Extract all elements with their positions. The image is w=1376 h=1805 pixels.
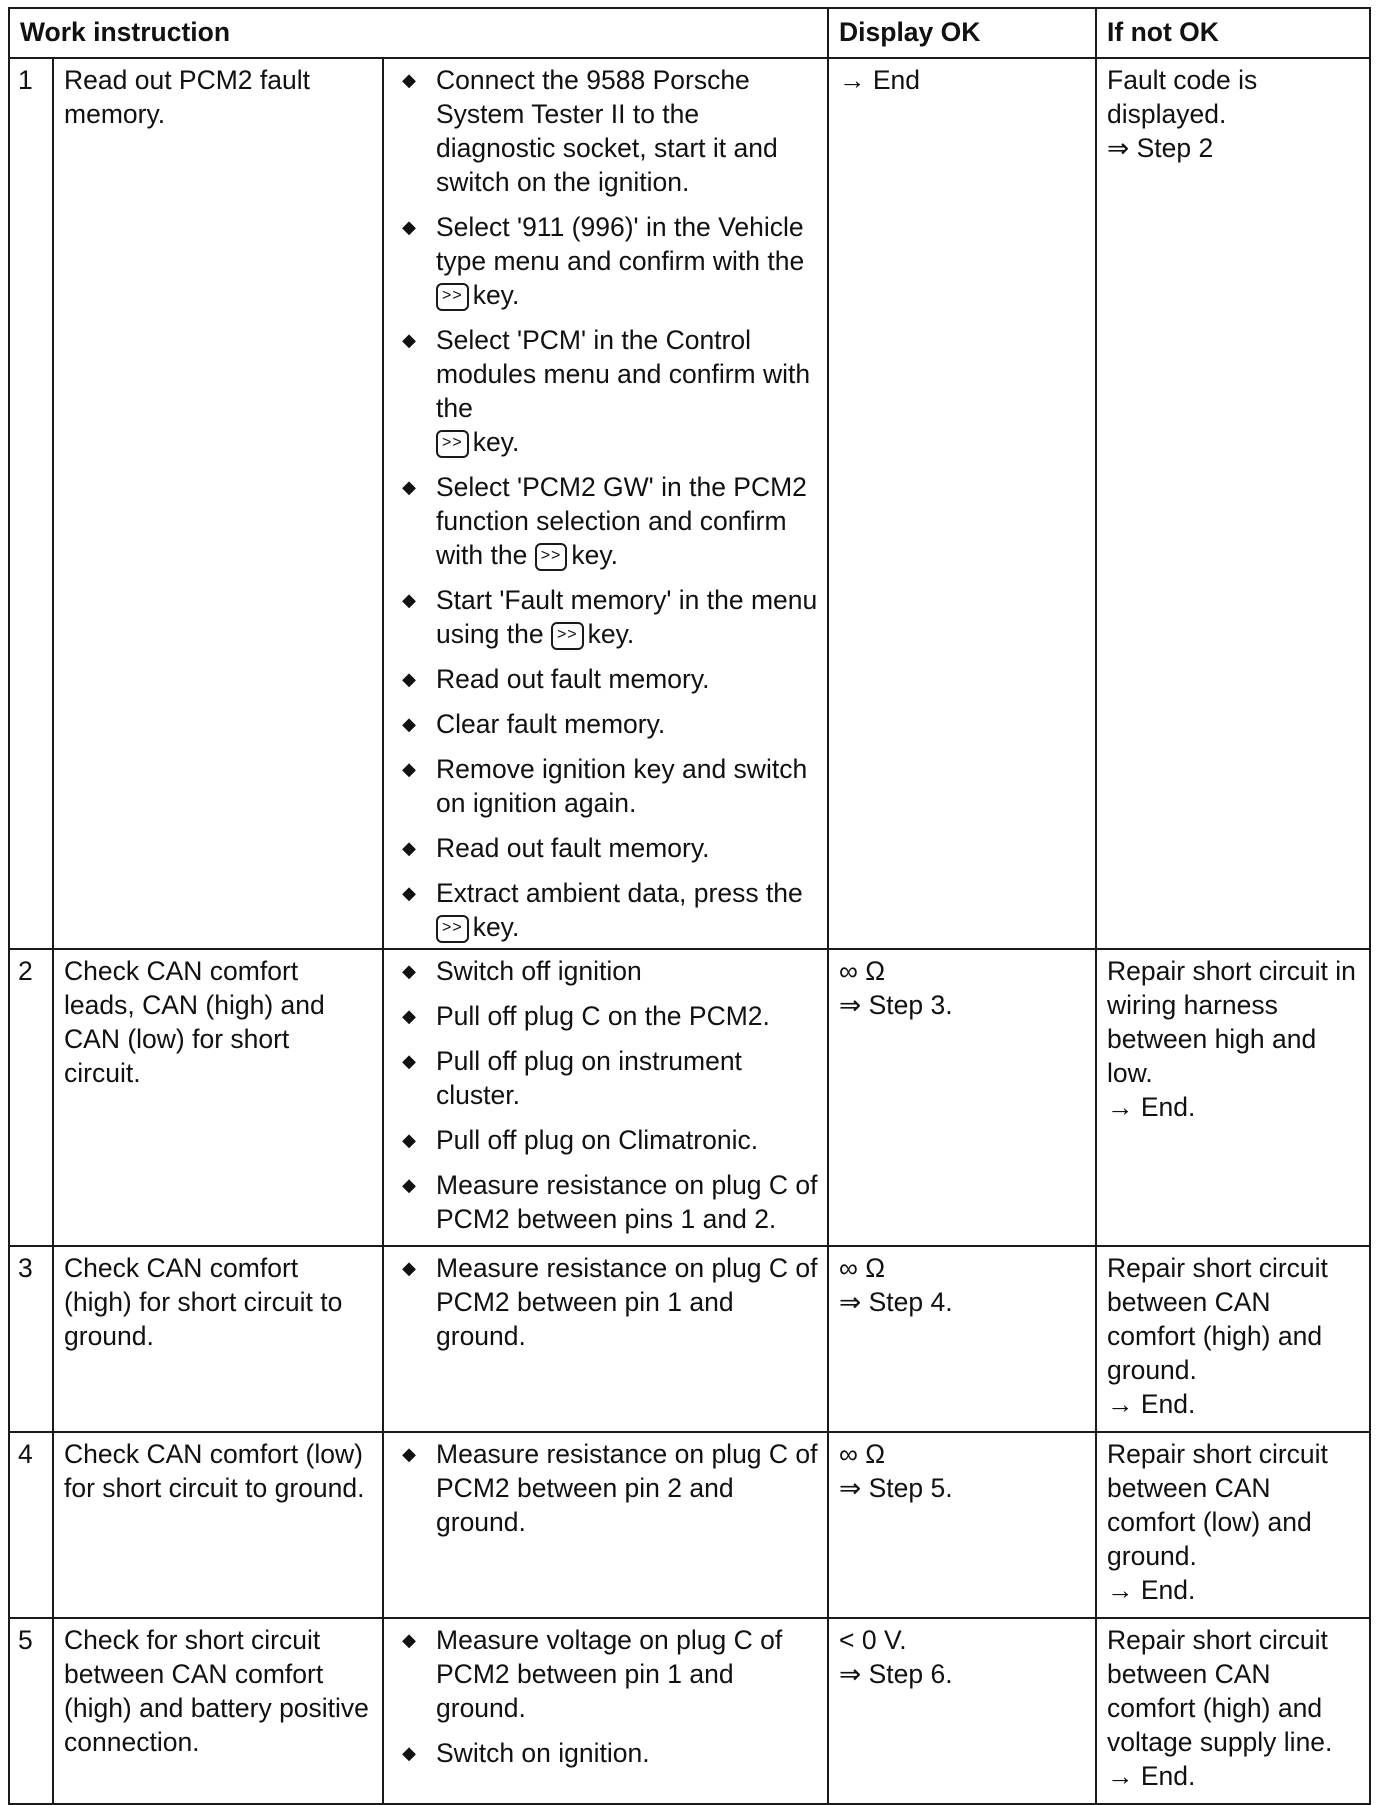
table-row (9, 1618, 1370, 1804)
diamond-bullet-icon: ◆ (402, 759, 416, 779)
display-ok-next: ⇒ Step 5. (839, 1473, 953, 1503)
display-ok-cell (828, 1618, 1096, 1804)
diamond-bullet-icon: ◆ (402, 217, 416, 237)
if-not-ok-text: Fault code is displayed. (1107, 65, 1258, 129)
step-actions (383, 58, 828, 949)
display-ok-cell (828, 58, 1096, 949)
if-not-ok-cell (1096, 1432, 1370, 1618)
action-item: ◆ Measure voltage on plug C of PCM2 between pin 1 and ground. (398, 1623, 819, 1725)
diamond-bullet-icon: ◆ (402, 669, 416, 689)
step-instruction: Check CAN comfort (low) for short circuit to ground. (53, 1432, 383, 1618)
step-instruction: Check CAN comfort leads, CAN (high) and CAN (low) for short circuit. (53, 949, 383, 1246)
diamond-bullet-icon: ◆ (402, 1630, 416, 1650)
step-actions (383, 1246, 828, 1432)
display-ok-cell (828, 1246, 1096, 1432)
diamond-bullet-icon: ◆ (402, 477, 416, 497)
action-item: ◆ Select 'PCM2 GW' in the PCM2 function selection and confirm with the >> key. (398, 470, 819, 572)
action-item: ◆ Clear fault memory. (398, 707, 819, 741)
diamond-bullet-icon: ◆ (402, 70, 416, 90)
display-ok-value: < 0 V. (839, 1625, 907, 1655)
action-item: ◆ Pull off plug on instrument cluster. (398, 1044, 819, 1112)
action-item: ◆ Read out fault memory. (398, 831, 819, 865)
work-instruction-table (8, 7, 1371, 1805)
action-item: ◆ Extract ambient data, press the >> key. (398, 876, 819, 944)
step-actions (383, 949, 828, 1246)
if-not-ok-text: Repair short circuit between CAN comfort (low) and ground. (1107, 1439, 1328, 1571)
step-number: 2 (9, 949, 53, 1246)
display-ok-value: ∞ Ω (839, 1253, 886, 1283)
step-instruction: Read out PCM2 fault memory. (53, 58, 383, 949)
if-not-ok-next: ⇒ Step 2 (1107, 133, 1214, 163)
action-item: ◆ Measure resistance on plug C of PCM2 between pins 1 and 2. (398, 1168, 819, 1236)
step-instruction: Check CAN comfort (high) for short circuit to ground. (53, 1246, 383, 1432)
diamond-bullet-icon: ◆ (402, 330, 416, 350)
diamond-bullet-icon: ◆ (402, 1130, 416, 1150)
action-item: ◆ Select 'PCM' in the Control modules menu and confirm with the >> key. (398, 323, 819, 459)
diamond-bullet-icon: ◆ (402, 838, 416, 858)
action-item: ◆ Connect the 9588 Porsche System Tester II to the diagnostic socket, start it and switch on the ignition. (398, 63, 819, 199)
table-row (9, 1432, 1370, 1618)
display-ok-cell (828, 1432, 1096, 1618)
action-item: ◆ Switch off ignition (398, 954, 819, 988)
next-key-icon: >> (436, 283, 469, 311)
diamond-bullet-icon: ◆ (402, 714, 416, 734)
step-instruction: Check for short circuit between CAN comfort (high) and battery positive connection. (53, 1618, 383, 1804)
if-not-ok-cell (1096, 1618, 1370, 1804)
display-ok-text: → End (839, 65, 921, 95)
action-item: ◆ Measure resistance on plug C of PCM2 between pin 2 and ground. (398, 1437, 819, 1539)
action-item: ◆ Start 'Fault memory' in the menu using the >> key. (398, 583, 819, 651)
action-item: ◆ Pull off plug on Climatronic. (398, 1123, 819, 1157)
table-row (9, 58, 1370, 949)
header-work-instruction: Work instruction (9, 8, 828, 58)
next-key-icon: >> (551, 622, 584, 650)
display-ok-value: ∞ Ω (839, 1439, 886, 1469)
header-if-not-ok: If not OK (1096, 8, 1370, 58)
table-row (9, 949, 1370, 1246)
diamond-bullet-icon: ◆ (402, 1051, 416, 1071)
step-actions (383, 1432, 828, 1618)
diamond-bullet-icon: ◆ (402, 1006, 416, 1026)
display-ok-next: ⇒ Step 3. (839, 990, 953, 1020)
diamond-bullet-icon: ◆ (402, 1743, 416, 1763)
diamond-bullet-icon: ◆ (402, 1258, 416, 1278)
step-actions (383, 1618, 828, 1804)
if-not-ok-next: → End. (1107, 1092, 1196, 1122)
diamond-bullet-icon: ◆ (402, 883, 416, 903)
if-not-ok-cell (1096, 1246, 1370, 1432)
if-not-ok-next: → End. (1107, 1575, 1196, 1605)
step-number: 3 (9, 1246, 53, 1432)
if-not-ok-text: Repair short circuit between CAN comfort (high) and ground. (1107, 1253, 1328, 1385)
if-not-ok-text: Repair short circuit in wiring harness between high and low. (1107, 956, 1356, 1088)
display-ok-next: ⇒ Step 6. (839, 1659, 953, 1689)
if-not-ok-cell (1096, 949, 1370, 1246)
action-item: ◆ Remove ignition key and switch on ignition again. (398, 752, 819, 820)
display-ok-next: ⇒ Step 4. (839, 1287, 953, 1317)
if-not-ok-next: → End. (1107, 1761, 1196, 1791)
action-item: ◆ Switch on ignition. (398, 1736, 819, 1770)
action-item: ◆ Read out fault memory. (398, 662, 819, 696)
if-not-ok-text: Repair short circuit between CAN comfort (high) and voltage supply line. (1107, 1625, 1333, 1757)
display-ok-value: ∞ Ω (839, 956, 886, 986)
step-number: 5 (9, 1618, 53, 1804)
action-item: ◆ Pull off plug C on the PCM2. (398, 999, 819, 1033)
diamond-bullet-icon: ◆ (402, 1444, 416, 1464)
header-display-ok: Display OK (828, 8, 1096, 58)
if-not-ok-next: → End. (1107, 1389, 1196, 1419)
next-key-icon: >> (436, 915, 469, 943)
if-not-ok-cell (1096, 58, 1370, 949)
step-number: 4 (9, 1432, 53, 1618)
step-number: 1 (9, 58, 53, 949)
diamond-bullet-icon: ◆ (402, 590, 416, 610)
table-row (9, 1246, 1370, 1432)
diamond-bullet-icon: ◆ (402, 1175, 416, 1195)
diamond-bullet-icon: ◆ (402, 961, 416, 981)
action-item: ◆ Select '911 (996)' in the Vehicle type menu and confirm with the >> key. (398, 210, 819, 312)
next-key-icon: >> (535, 543, 568, 571)
next-key-icon: >> (436, 430, 469, 458)
table-header-row (9, 8, 1370, 58)
action-item: ◆ Measure resistance on plug C of PCM2 between pin 1 and ground. (398, 1251, 819, 1353)
display-ok-cell (828, 949, 1096, 1246)
